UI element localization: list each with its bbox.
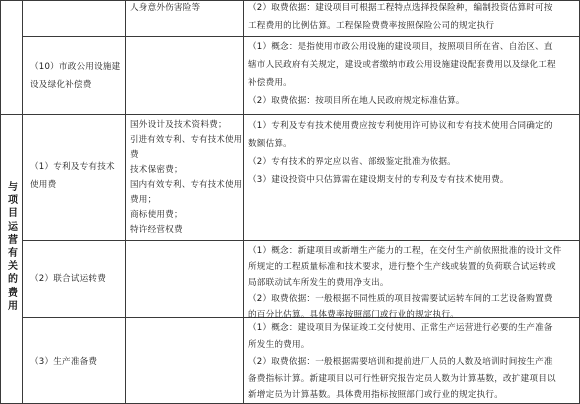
row-divider-3 [22, 240, 579, 241]
row-2-scope-line-6: 商标使用费； [130, 210, 183, 220]
row-4-content-line-2: （2）取费依据：一般根据需要培训和提前进厂人员的人数及培训时间按生产准 [248, 357, 553, 367]
row-2-content-line-0: （1）专利及专有技术使用费应按专利使用许可协议和专有技术使用合同确定的 [248, 121, 553, 131]
row-divider-2 [0, 114, 579, 115]
row-3-content-line-0: （1）概念：新建项目或新增生产能力的工程，在交付生产前依照批准的设计文件 [248, 246, 562, 256]
col-divider-2 [125, 0, 126, 404]
row-0-content-line-1: 工程费用的比例估算。工程保险费费率按照保险公司的规定执行 [248, 21, 495, 31]
row-0-scope: 人身意外伤害险等 [130, 3, 201, 13]
col-divider-3 [243, 0, 244, 404]
row-2-content-line-1: 数额估算。 [248, 139, 292, 149]
row-2-scope-line-1: 引进有效专利、专有技术使用 [130, 135, 243, 145]
row-1-name-line-0: （10）市政公用设施建 [30, 62, 121, 72]
row-3-content-line-1: 所规定的工程质量标准和技术要求，进行整个生产线或装置的负荷联合试运转或 [248, 262, 556, 272]
row-4-content-line-3: 备费指标计算。新建项目以可行性研究报告定员人数为计算基数，改扩建项目以 [248, 374, 556, 384]
row-3-content-line-3: （2）取费依据：一般根据不同性质的项目按需要试运转车间的工艺设备购置费 [248, 294, 553, 304]
row-1-content-line-1: 辖市人民政府有关规定，建设或者缴纳市政公用设施建设配套费用以及绿化工程 [248, 60, 556, 70]
row-1-content-line-3: （2）取费依据：按项目所在地人民政府规定标准估算。 [248, 96, 465, 106]
row-4-content-line-4: 新增定员为计算基数。具体费用指标按照部门或行业的规定执行。 [248, 390, 504, 400]
row-1-content-line-0: （1）概念：是指使用市政公用设施的建设项目，按照项目所在省、自治区、直 [248, 42, 553, 52]
row-4-content-line-0: （1）概念：建设项目为保证竣工交付使用、正常生产运营进行必要的生产准备 [248, 323, 553, 333]
row-3-content-line-2: 局部联动试车所发生的费用净支出。 [248, 278, 389, 288]
table-border-left [0, 0, 1, 404]
row-2-scope-line-0: 国外设计及技术资料费； [130, 120, 227, 130]
row-2-name-line-1: 使用费 [30, 180, 57, 190]
row-2-content-line-2: （2）专有技术的界定应以省、部级鉴定批准为依据。 [248, 157, 456, 167]
row-2-scope-line-2: 费 [130, 150, 139, 160]
row-2-name-line-0: （1）专利及专有技术 [30, 162, 115, 172]
row-1-name-line-1: 设及绿化补偿费 [30, 80, 92, 90]
row-divider-1 [22, 36, 579, 37]
row-0-content-line-0: （2）取费依据：建设项目可根据工程特点选择投保险种，编制投资估算时可按 [248, 3, 553, 13]
row-2-scope-line-5: 费用； [130, 195, 157, 205]
row-2-scope-line-4: 国内有效专利、专有技术使用 [130, 180, 243, 190]
row-2-content-line-3: （3）建设投资中只估算需在建设期支付的专利及专有技术使用费。 [248, 175, 509, 185]
row-3-name-line-0: （2）联合试运转费 [30, 274, 107, 284]
row-4-content-line-1: 所发生的费用。 [248, 340, 310, 350]
row-4-name-line-0: （3）生产准备费 [30, 357, 98, 367]
col-divider-1 [22, 0, 23, 404]
row-1-content-line-2: 补偿费用。 [248, 78, 292, 88]
row-2-scope-line-7: 特许经营权费 [130, 225, 183, 235]
row-2-scope-line-3: 技术保密费； [130, 165, 183, 175]
section-label: 与项目运营有关的费用 [8, 182, 18, 312]
row-3-content-line-4: 的百分比估算。具体费率按照部门或行业的规定执行。 [248, 310, 460, 320]
